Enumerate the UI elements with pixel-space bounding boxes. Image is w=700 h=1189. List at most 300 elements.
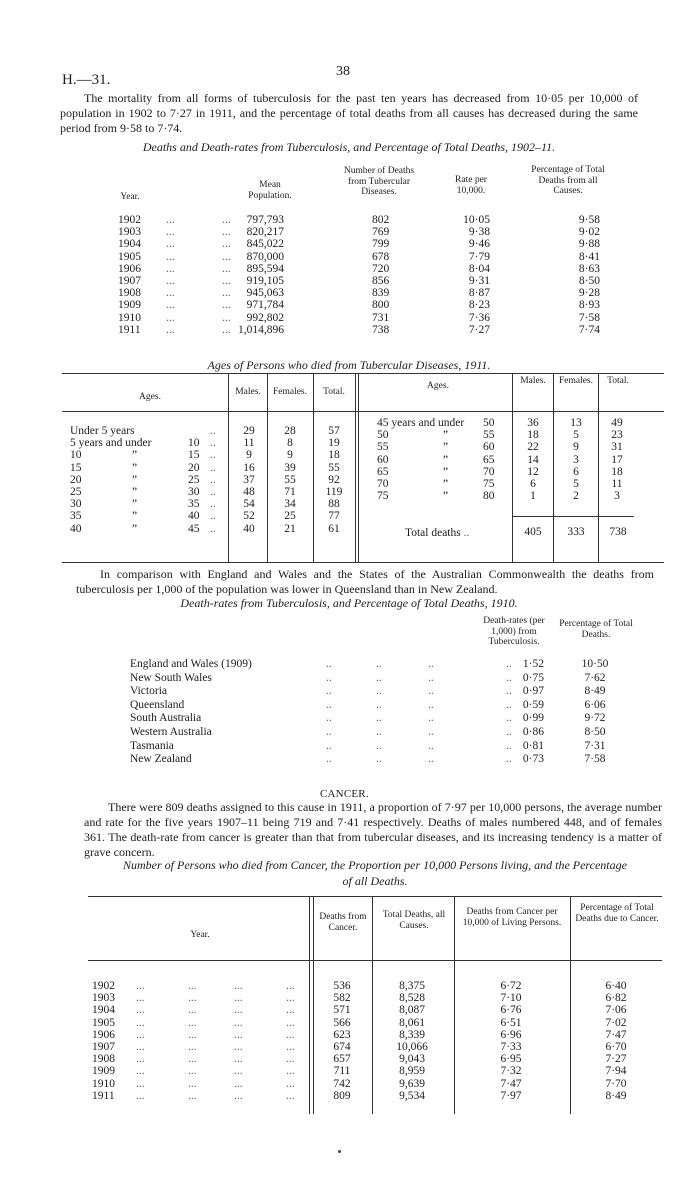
percentage-cell: 6·82 — [605, 992, 627, 1005]
rate-cell: 10·05 — [463, 214, 490, 226]
per10000-cell: 7·10 — [500, 992, 522, 1005]
leader-dots: ... — [234, 1004, 243, 1017]
percentage-cell: 8·49 — [605, 1089, 627, 1102]
table1-header-year: Year. — [120, 192, 140, 202]
total-cell: 55 — [328, 461, 340, 474]
leader-dots: ... — [286, 1077, 295, 1090]
percentage-cell: 7·06 — [605, 1004, 627, 1017]
year-cell: 1908 — [118, 287, 141, 300]
leader-dots: .. — [428, 712, 434, 725]
leader-dots: ... — [286, 980, 295, 992]
leader-dots: .. — [326, 725, 332, 738]
leader-dots: .. — [376, 753, 382, 766]
total-cell: 61 — [328, 522, 340, 535]
leader-dots: ... — [234, 1077, 243, 1090]
leader-dots: ... — [136, 1053, 145, 1066]
percentage-cell: 7·58 — [578, 311, 600, 324]
leader-dots: ... — [136, 992, 145, 1005]
leader-dots: .. — [376, 698, 382, 711]
year-cell: 1904 — [118, 238, 141, 251]
leader-dots: ... — [136, 1089, 145, 1102]
place-cell: England and Wales (1909) — [130, 658, 252, 670]
year-cell: 1911 — [118, 323, 141, 336]
percentage-cell: 10·50 — [581, 658, 609, 670]
year-cell: 1905 — [118, 250, 141, 263]
age-to-cell: 35 — [188, 498, 200, 511]
total-cell: 23 — [611, 429, 623, 442]
percentage-cell: 8·49 — [584, 685, 606, 698]
table-row — [365, 441, 635, 453]
age-from-cell: 65 — [377, 465, 389, 478]
leader-dots: ... — [222, 250, 231, 263]
leader-dots: ... — [222, 214, 231, 226]
leader-dots: .. — [506, 698, 512, 711]
table1-body — [110, 214, 620, 336]
males-cell: 14 — [527, 453, 539, 466]
leader-dots: ... — [136, 1004, 145, 1017]
males-cell: 11 — [243, 437, 255, 450]
table-row — [110, 226, 620, 238]
table2-header-total-left: Total. — [323, 387, 345, 397]
rate-cell: 0·73 — [522, 753, 544, 766]
leader-dots: ... — [188, 1028, 197, 1041]
year-cell: 1907 — [118, 274, 141, 287]
leader-dots: ... — [286, 1040, 295, 1053]
females-cell: 5 — [573, 477, 579, 490]
leader-dots: ... — [222, 287, 231, 300]
females-cell: 9 — [573, 441, 579, 454]
ditto-mark: ” — [132, 498, 138, 511]
per10000-cell: 7·47 — [500, 1077, 522, 1090]
leader-dots: .. — [428, 739, 434, 752]
total-deaths-cell: 8,959 — [399, 1065, 425, 1078]
table3-caption: Death-rates from Tuberculosis, and Percentage of Total Deaths, 1910. — [180, 596, 518, 610]
year-cell: 1903 — [92, 992, 115, 1005]
age-to-cell: 45 — [188, 522, 200, 535]
leader-dots: .. — [376, 658, 382, 670]
total-cell: 3 — [614, 490, 620, 503]
age-from-cell: 15 — [70, 461, 82, 474]
males-cell: 48 — [243, 485, 255, 498]
percentage-cell: 8·50 — [584, 725, 606, 738]
leader-dots: ... — [166, 323, 175, 336]
leader-dots: .. — [376, 685, 382, 698]
table-row — [70, 498, 355, 510]
percentage-cell: 6·70 — [605, 1040, 627, 1053]
females-cell: 2 — [573, 490, 579, 503]
leader-dots: .. — [506, 685, 512, 698]
place-cell: Victoria — [130, 685, 167, 698]
total-cell: 88 — [328, 498, 340, 511]
leader-dots: .. — [428, 698, 434, 711]
rate-cell: 7·36 — [468, 311, 490, 324]
table-row — [130, 712, 650, 726]
percentage-cell: 7·94 — [605, 1065, 627, 1078]
year-cell: 1904 — [92, 1004, 115, 1017]
age-to-cell: 10 — [188, 437, 200, 450]
age-to-cell: 55 — [483, 429, 495, 442]
population-cell: 1,014,896 — [238, 323, 284, 336]
leader-dots: .. — [326, 671, 332, 684]
leader-dots: .. — [428, 671, 434, 684]
age-from-cell: 75 — [377, 490, 389, 503]
ditto-mark: ” — [132, 522, 138, 535]
females-cell: 39 — [284, 461, 296, 474]
total-deaths-cell: 9,043 — [399, 1053, 425, 1066]
table-row — [70, 462, 355, 474]
cancer-deaths-cell: 566 — [333, 1016, 351, 1029]
place-cell: Tasmania — [130, 739, 174, 752]
table-row — [130, 685, 650, 699]
age-from-cell: 30 — [70, 498, 82, 511]
deaths-cell: 731 — [372, 311, 390, 324]
deaths-cell: 678 — [372, 250, 390, 263]
leader-dots: ... — [136, 1040, 145, 1053]
percentage-cell: 7·02 — [605, 1016, 627, 1029]
ditto-mark: ” — [443, 429, 449, 442]
deaths-cell: 769 — [372, 226, 390, 239]
table2-total-females: 333 — [567, 526, 585, 538]
table1-header-percentage: Percentage of Total Deaths from all Causes. — [531, 165, 605, 196]
males-cell: 12 — [527, 465, 539, 478]
ditto-mark: ” — [132, 510, 138, 523]
total-deaths-cell: 9,534 — [399, 1089, 425, 1102]
males-cell: 37 — [243, 473, 255, 486]
percentage-cell: 8·93 — [578, 299, 600, 312]
total-deaths-cell: 8,375 — [399, 980, 425, 992]
table4-header-total: Total Deaths, all Causes. — [382, 910, 446, 931]
rate-cell: 0·99 — [522, 712, 544, 725]
leader-dots: ... — [188, 992, 197, 1005]
leader-dots: .. — [326, 712, 332, 725]
table-row — [70, 523, 355, 535]
leader-dots: ... — [136, 1028, 145, 1041]
leader-dots: ... — [222, 311, 231, 324]
females-cell: 5 — [573, 429, 579, 442]
rate-cell: 0·81 — [522, 739, 544, 752]
population-cell: 945,063 — [246, 287, 284, 300]
cancer-deaths-cell: 623 — [333, 1028, 351, 1041]
rate-cell: 7·27 — [468, 323, 490, 336]
cancer-deaths-cell: 657 — [333, 1053, 351, 1066]
leader-dots: ... — [166, 214, 175, 226]
leader-dots: ... — [136, 1016, 145, 1029]
ditto-mark: ” — [132, 461, 138, 474]
ditto-mark: ” — [443, 465, 449, 478]
leader-dots: ... — [136, 1065, 145, 1078]
table-row — [130, 753, 650, 767]
leader-dots: ... — [188, 1065, 197, 1078]
cancer-heading: CANCER. — [320, 788, 369, 800]
cancer-paragraph: There were 809 deaths assigned to this cause in 1911, a proportion of 7·97 per 10,000 persons, the average number and rate for the five years 1907–11 being 719 and 7·41 respectively. Deaths of males numbered 448, and of females 361. The death-rate from cancer is greater than that from tubercular diseases, and its increasing tendency is a matter of grave concern. — [84, 800, 662, 859]
rate-cell: 8·23 — [468, 299, 490, 312]
leader-dots: ... — [222, 274, 231, 287]
percentage-cell: 7·47 — [605, 1028, 627, 1041]
age-to-cell: 25 — [188, 473, 200, 486]
males-cell: 18 — [527, 429, 539, 442]
females-cell: 9 — [287, 449, 293, 462]
females-cell: 34 — [284, 498, 296, 511]
leader-dots: ... — [234, 1065, 243, 1078]
rate-cell: 1·52 — [522, 658, 544, 670]
percentage-cell: 7·27 — [605, 1053, 627, 1066]
table2-left-body — [70, 425, 355, 535]
leader-dots: ... — [188, 1016, 197, 1029]
males-cell: 16 — [243, 461, 255, 474]
age-to-cell: 70 — [483, 465, 495, 478]
total-deaths-cell: 8,339 — [399, 1028, 425, 1041]
per10000-cell: 7·33 — [500, 1040, 522, 1053]
age-to-cell: 80 — [483, 490, 495, 503]
percentage-cell: 8·63 — [578, 262, 600, 275]
females-cell: 55 — [284, 473, 296, 486]
percentage-cell: 9·58 — [578, 214, 600, 226]
table-row — [110, 287, 620, 299]
table-row — [365, 429, 635, 441]
table2-header-females-right: Females. — [558, 376, 594, 386]
age-from-cell: 55 — [377, 441, 389, 454]
table1-caption: Deaths and Death-rates from Tuberculosis, and Percentage of Total Deaths, 1902–11. — [142, 140, 556, 154]
percentage-cell: 9·02 — [578, 226, 600, 239]
table-row — [365, 490, 635, 502]
ditto-mark: ” — [443, 453, 449, 466]
age-from-cell: 50 — [377, 429, 389, 442]
leader-dots: ... — [234, 1053, 243, 1066]
leader-dots: .. — [506, 753, 512, 766]
leader-dots: ... — [188, 980, 197, 992]
age-from-cell: 10 — [70, 449, 82, 462]
table-row — [88, 1078, 662, 1090]
males-cell: 54 — [243, 498, 255, 511]
leader-dots: ... — [166, 238, 175, 251]
leader-dots: .. — [326, 685, 332, 698]
table4-caption-line1: Number of Persons who died from Cancer, the Proportion per 10,000 Persons living, and the Percentage — [123, 858, 627, 872]
females-cell: 8 — [287, 437, 293, 450]
deaths-cell: 856 — [372, 274, 390, 287]
leader-dots: .. — [428, 685, 434, 698]
age-from-cell: 5 years and under — [70, 437, 152, 450]
place-cell: South Australia — [130, 712, 202, 725]
leader-dots: ... — [136, 980, 145, 992]
leader-dots: ... — [222, 262, 231, 275]
population-cell: 845,022 — [246, 238, 284, 251]
percentage-cell: 8·41 — [578, 250, 600, 263]
percentage-cell: 7·62 — [584, 671, 606, 684]
total-cell: 92 — [328, 473, 340, 486]
population-cell: 992,802 — [246, 311, 284, 324]
leader-dots: .. — [506, 671, 512, 684]
table-row — [110, 324, 620, 336]
table-row — [110, 299, 620, 311]
age-to-cell: 60 — [483, 441, 495, 454]
table4-header-per10000: Deaths from Cancer per 10,000 of Living Persons. — [462, 907, 562, 928]
ditto-mark: ” — [132, 473, 138, 486]
table-row — [110, 238, 620, 250]
table1-header-deaths: Number of Deaths from Tubercular Diseases. — [343, 166, 415, 197]
leader-dots: ... — [234, 980, 243, 992]
age-to-cell: 65 — [483, 453, 495, 466]
cancer-deaths-cell: 742 — [333, 1077, 351, 1090]
leader-dots: ... — [286, 1016, 295, 1029]
leader-dots: ... — [188, 1040, 197, 1053]
table2-header-ages-left: Ages. — [139, 392, 161, 402]
ditto-mark: ” — [443, 490, 449, 503]
females-cell: 28 — [284, 425, 296, 437]
total-cell: 57 — [328, 425, 340, 437]
place-cell: New Zealand — [130, 753, 192, 766]
females-cell: 13 — [570, 417, 582, 429]
percentage-cell: 9·88 — [578, 238, 600, 251]
leader-dots: ... — [234, 1040, 243, 1053]
total-deaths-label: Total deaths — [405, 527, 461, 539]
total-cell: 77 — [328, 510, 340, 523]
total-cell: 18 — [328, 449, 340, 462]
ditto-mark: ” — [132, 449, 138, 462]
per10000-cell: 6·96 — [500, 1028, 522, 1041]
table2-header-ages-right: Ages. — [427, 381, 449, 391]
cancer-deaths-cell: 809 — [333, 1089, 351, 1102]
table2-header-males-left: Males. — [235, 387, 261, 397]
ditto-mark: ” — [132, 485, 138, 498]
leader-dots: ... — [166, 250, 175, 263]
leader-dots: ... — [286, 1028, 295, 1041]
deaths-cell: 720 — [372, 262, 390, 275]
table-row — [365, 454, 635, 466]
percentage-cell: 7·31 — [584, 739, 606, 752]
deaths-cell: 799 — [372, 238, 390, 251]
total-cell: 17 — [611, 453, 623, 466]
leader-dots: .. — [210, 461, 216, 474]
age-to-cell: 20 — [188, 461, 200, 474]
rate-cell: 9·46 — [468, 238, 490, 251]
leader-dots: ... — [234, 1016, 243, 1029]
leader-dots: ... — [234, 992, 243, 1005]
deaths-cell: 839 — [372, 287, 390, 300]
percentage-cell: 8·50 — [578, 274, 600, 287]
year-cell: 1911 — [92, 1089, 115, 1102]
leader-dots: ... — [188, 1077, 197, 1090]
leader-dots: ... — [222, 238, 231, 251]
leader-dots: ... — [166, 226, 175, 239]
leader-dots: ... — [222, 299, 231, 312]
year-cell: 1907 — [92, 1040, 115, 1053]
year-cell: 1910 — [118, 311, 141, 324]
leader-dots: ... — [286, 1065, 295, 1078]
total-cell: 18 — [611, 465, 623, 478]
leader-dots: ... — [166, 262, 175, 275]
leader-dots: .. — [506, 658, 512, 670]
total-deaths-cell: 8,061 — [399, 1016, 425, 1029]
leader-dots: ... — [188, 1004, 197, 1017]
table-row — [88, 1041, 662, 1053]
table-row — [88, 1053, 662, 1065]
table2-caption: Ages of Persons who died from Tubercular Diseases, 1911. — [207, 358, 491, 372]
table3-body — [130, 658, 650, 767]
females-cell: 71 — [284, 485, 296, 498]
table-row — [365, 417, 635, 429]
males-cell: 1 — [530, 490, 536, 503]
leader-dots: .. — [210, 425, 216, 437]
leader-dots: .. — [210, 522, 216, 535]
table-row — [70, 510, 355, 522]
population-cell: 895,594 — [246, 262, 284, 275]
table-row — [88, 992, 662, 1004]
rate-cell: 7·79 — [468, 250, 490, 263]
leader-dots: ... — [286, 1004, 295, 1017]
leader-dots: ... — [222, 226, 231, 239]
table-row — [130, 740, 650, 754]
table-row — [88, 1004, 662, 1016]
table-row — [70, 474, 355, 486]
leader-dots: ... — [166, 274, 175, 287]
table-row — [110, 312, 620, 324]
rate-cell: 8·04 — [468, 262, 490, 275]
deaths-cell: 800 — [372, 299, 390, 312]
table3-header-rate: Death-rates (per 1,000) from Tuberculosis. — [483, 616, 545, 647]
year-cell: 1909 — [92, 1065, 115, 1078]
rate-cell: 0·97 — [522, 685, 544, 698]
year-cell: 1902 — [118, 214, 141, 226]
population-cell: 797,793 — [246, 214, 284, 226]
table-row — [70, 486, 355, 498]
leader-dots: .. — [326, 739, 332, 752]
age-from-cell: 60 — [377, 453, 389, 466]
leader-dots: .. — [210, 437, 216, 450]
page-dot — [338, 1150, 341, 1153]
total-cell: 31 — [611, 441, 623, 454]
leader-dots: ... — [166, 311, 175, 324]
table-row — [88, 1065, 662, 1077]
leader-dots: .. — [506, 739, 512, 752]
table4-header-year: Year. — [190, 930, 210, 940]
leader-dots: .. — [326, 753, 332, 766]
year-cell: 1908 — [92, 1053, 115, 1066]
table-row — [110, 251, 620, 263]
comparison-paragraph: In comparison with England and Wales and the States of the Australian Commonwealth the deaths from tuberculosis per 1,000 of the population was lower in Queensland than in New Zealand. — [76, 567, 654, 596]
age-from-cell: 35 — [70, 510, 82, 523]
year-cell: 1903 — [118, 226, 141, 239]
document-reference: H.—31. — [62, 72, 111, 88]
intro-paragraph: The mortality from all forms of tuberculosis for the past ten years has decreased from 10·05 per 10,000 of population in 1902 to 7·27 in 1911, and the percentage of total deaths from all causes has decreased during the same period from 9·58 to 7·74. — [60, 91, 638, 135]
table2-right-body — [365, 417, 635, 502]
percentage-cell: 7·58 — [584, 753, 606, 766]
table3-header-percentage: Percentage of Total Deaths. — [559, 619, 633, 640]
population-cell: 820,217 — [246, 226, 284, 239]
leader-dots: .. — [210, 498, 216, 511]
age-to-cell: 75 — [483, 477, 495, 490]
table4-header-deaths: Deaths from Cancer. — [319, 912, 367, 933]
rate-cell: 0·59 — [522, 698, 544, 711]
table-row — [110, 214, 620, 226]
leader-dots: ... — [286, 992, 295, 1005]
leader-dots: .. — [376, 739, 382, 752]
leader-dots: ... — [286, 1089, 295, 1102]
table2-total-total: 738 — [609, 526, 627, 538]
males-cell: 52 — [243, 510, 255, 523]
cancer-deaths-cell: 536 — [333, 980, 351, 992]
males-cell: 40 — [243, 522, 255, 535]
place-cell: Western Australia — [130, 725, 212, 738]
cancer-deaths-cell: 711 — [333, 1065, 351, 1078]
leader-dots: .. — [463, 527, 470, 539]
table-row — [130, 726, 650, 740]
leader-dots: .. — [210, 510, 216, 523]
leader-dots: ... — [222, 323, 231, 336]
table4-header-percentage: Percentage of Total Deaths due to Cancer. — [575, 903, 659, 924]
table1-header-rate: Rate per 10,000. — [455, 175, 487, 196]
deaths-cell: 738 — [372, 323, 390, 336]
age-from-cell: 25 — [70, 485, 82, 498]
